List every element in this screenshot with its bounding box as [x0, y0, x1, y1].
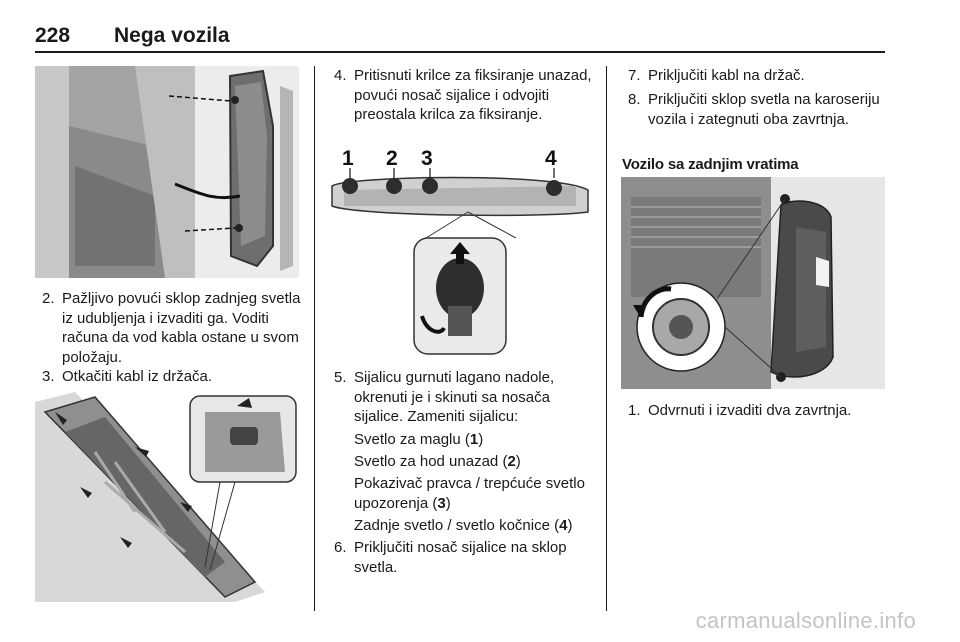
header-rule [35, 51, 885, 53]
step-number: 3. [42, 368, 55, 385]
bulb-turn-signal [354, 474, 594, 513]
step-6 [334, 538, 594, 577]
step-text: Sijalicu gurnuti lagano nadole, okrenuti je i skinuti sa nosača sijalice. Zameniti sijalicu: [354, 369, 555, 425]
bulb-number: 3 [437, 494, 446, 512]
step-number: 7. [628, 67, 641, 84]
step-4 [334, 66, 594, 125]
page-number: 228 [35, 24, 71, 47]
step-8 [628, 90, 883, 129]
step-text: Pritisnuti krilce za fiksiranje unazad, povući nosač sijalice i odvojiti preostala krilca za fiksiranje. [354, 67, 592, 123]
figure-label-1: 1 [342, 147, 354, 170]
step-number: 4. [334, 67, 347, 84]
bulb-tail-brake-light [354, 516, 604, 536]
step-text: Pažljivo povući sklop zadnjeg svetla iz udubljenja i izvaditi ga. Voditi računa da vod kabla ostane u svom položaju. [62, 290, 301, 366]
figure-label-3: 3 [421, 147, 433, 170]
bulb-fog-light [354, 430, 594, 450]
step-b-1 [628, 401, 883, 421]
step-number: 1. [628, 402, 641, 419]
step-number: 8. [628, 91, 641, 108]
bulb-text-end: ) [567, 517, 573, 534]
step-text: Priključiti sklop svetla na karoseriju vozila i zategnuti oba zavrtnja. [648, 91, 880, 128]
bulb-text-end: ) [445, 494, 451, 512]
figure-cable-holder [35, 392, 299, 602]
step-text: Otkačiti kabl iz držača. [62, 368, 213, 385]
step-text: Priključiti kabl na držač. [648, 67, 805, 84]
section-heading: Vozilo sa zadnjim vratima [622, 156, 799, 173]
figure-label-2: 2 [386, 147, 398, 170]
bulb-text: Zadnje svetlo / svetlo kočnice ( [354, 517, 560, 534]
column-divider-left [314, 66, 315, 611]
bulb-number: 2 [507, 453, 516, 470]
column-divider-right [606, 66, 607, 611]
step-number: 6. [334, 539, 347, 556]
chapter-title: Nega vozila [114, 24, 230, 47]
step-text: Odvrnuti i izvaditi dva zavrtnja. [648, 402, 852, 419]
figure-label-4: 4 [545, 147, 557, 170]
watermark: carmanualsonline.info [695, 608, 916, 633]
step-text: Priključiti nosač sijalice na sklop svetla. [354, 539, 567, 576]
bulb-text: Svetlo za maglu ( [354, 431, 470, 448]
bulb-number: 4 [559, 517, 568, 534]
bulb-text-end: ) [478, 431, 484, 448]
step-number: 2. [42, 290, 55, 307]
bulb-reversing-light [354, 452, 594, 472]
bulb-text: Pokazivač pravca / trepćuće svetlo upozorenja ( [354, 475, 585, 512]
step-2 [42, 289, 307, 367]
bulb-number: 1 [469, 431, 479, 448]
step-5 [334, 368, 594, 427]
step-3 [42, 367, 307, 387]
bulb-text-end: ) [515, 453, 521, 470]
page-header [35, 20, 885, 50]
step-number: 5. [334, 369, 347, 386]
step-7 [628, 66, 883, 86]
figure-tail-lamp-removal [35, 66, 299, 278]
figure-tailgate-lamp-screws [621, 177, 885, 389]
bulb-text: Svetlo za hod unazad ( [354, 453, 508, 470]
figure-bulb-carrier [326, 146, 592, 358]
